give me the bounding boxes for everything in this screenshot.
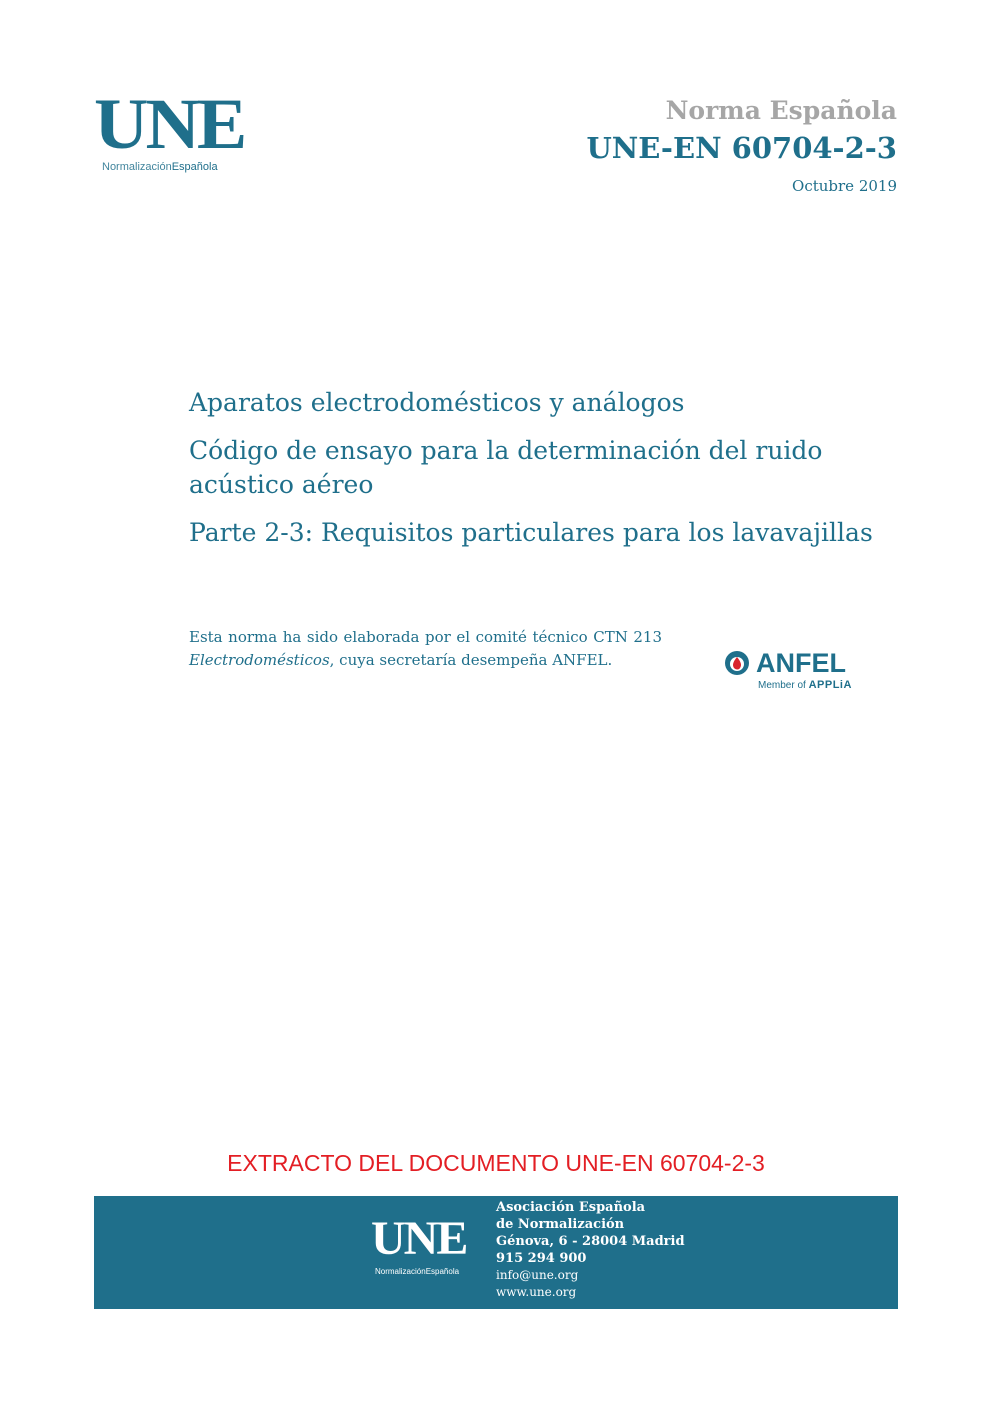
une-logo-sub-espanola: Española bbox=[171, 161, 218, 173]
committee-statement bbox=[189, 626, 662, 672]
footer-email[interactable]: info@une.org bbox=[496, 1268, 579, 1282]
anfel-logo-wordmark: ANFEL bbox=[756, 648, 846, 678]
title-line-1: Aparatos electrodomésticos y análogos bbox=[189, 388, 685, 417]
applia-wordmark: APPLiA bbox=[808, 679, 852, 691]
norma-label: Norma Española bbox=[665, 96, 897, 125]
anfel-member-prefix: Member of bbox=[758, 680, 806, 691]
footer-address bbox=[496, 1199, 685, 1301]
footer-org-line-1: Asociación Española bbox=[496, 1200, 646, 1215]
footer-street: Génova, 6 - 28004 Madrid bbox=[496, 1234, 685, 1249]
footer-phone: 915 294 900 bbox=[496, 1251, 587, 1266]
anfel-member-line bbox=[758, 679, 852, 691]
document-titles bbox=[189, 386, 909, 564]
title-line-3: Parte 2-3: Requisitos particulares para los lavavajillas bbox=[189, 518, 873, 547]
extract-notice: EXTRACTO DEL DOCUMENTO UNE-EN 60704-2-3 bbox=[227, 1150, 765, 1176]
committee-text-after: , cuya secretaría desempeña ANFEL. bbox=[329, 651, 613, 669]
footer-une-logo-subtitle bbox=[375, 1267, 459, 1276]
footer-logo-sub-normalizacion: Normalización bbox=[375, 1267, 426, 1276]
footer-website[interactable]: www.une.org bbox=[496, 1285, 577, 1299]
footer-une-logo: UNE bbox=[371, 1212, 467, 1265]
footer-logo-sub-espanola: Española bbox=[425, 1267, 460, 1276]
une-logo: UNE bbox=[94, 84, 245, 164]
footer-org-line-2: de Normalización bbox=[496, 1217, 625, 1232]
anfel-logo-icon bbox=[722, 648, 752, 678]
title-line-2: Código de ensayo para la determinación del ruido acústico aéreo bbox=[189, 436, 823, 499]
standard-code: UNE-EN 60704-2-3 bbox=[586, 131, 897, 165]
une-logo-sub-normalizacion: Normalización bbox=[102, 161, 172, 173]
publication-date: Octubre 2019 bbox=[792, 177, 897, 195]
committee-text-before: Esta norma ha sido elaborada por el comité técnico CTN 213 bbox=[189, 628, 662, 646]
une-logo-subtitle bbox=[102, 161, 218, 173]
committee-name: Electrodomésticos bbox=[189, 651, 330, 669]
